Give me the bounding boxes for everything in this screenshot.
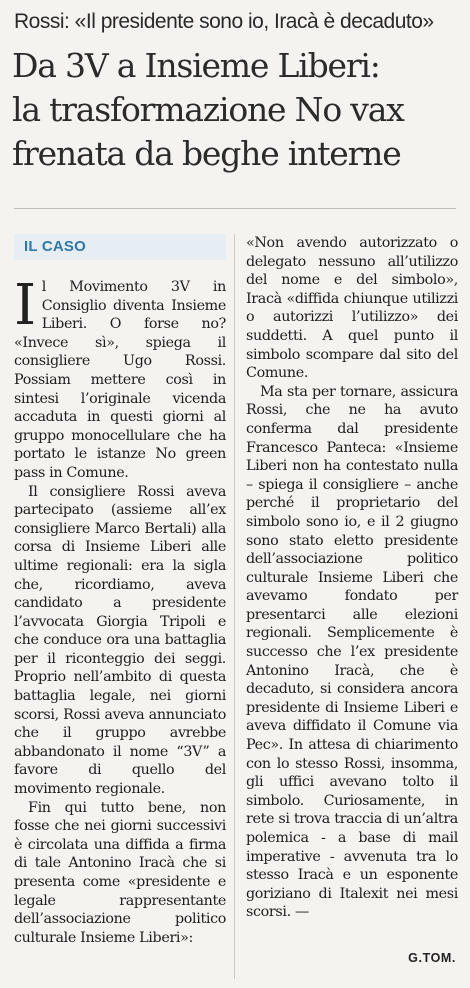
headline: [12, 44, 462, 176]
paragraph-5: Ma sta per tornare, assicura Rossi, che ne ha avuto conferma dal presidente Francesco Panteca: «Insieme Liberi non ha contestato nulla – spiega il consigliere – anche perché il proprietario del simbolo sono io, e il 2 giugno sono stato eletto presidente dell’associazione politico culturale Insieme Liberi che avevamo fondato per presentarci alle elezioni regionali. Semplicemente è successo che l’ex presidente Antonino Iracà, che è decaduto, si considera ancora presidente di Insieme Liberi e aveva diffidato il Comune via Pec». In attesa di chiarimento con lo stesso Rossi, insomma, gli uffici avevano tolto il simbolo. Curiosamente, in rete si trova traccia di un’altra polemica - a base di mail imperative - avvenuta tra lo stesso Iracà e un esponente goriziano di Italexit nei mesi scorsi. —: [246, 383, 458, 921]
paragraph-1: [14, 273, 226, 483]
paragraph-3: Fin qui tutto bene, non fosse che nei giorni successivi è circolata una diffida a firma di tale Antonino Iracà che si presenta come «presidente e legale rappresentante dell’associazione politico culturale Insieme Liberi»:: [14, 799, 226, 946]
paragraph-1-text: l Movimento 3V in Consiglio diventa Insieme Liberi. O forse no? «Invece sì», spiega il consigliere Ugo Rossi. Possiam mettere così in sintesi l’originale vicenda accaduta in questi giorni al gruppo monocellulare che ha portato le istanze No green pass in Comune.: [14, 279, 226, 481]
section-tag: [14, 234, 226, 260]
headline-line-2: la trasformazione No vax: [12, 90, 404, 129]
column-divider: [234, 234, 235, 979]
headline-line-3: frenata da beghe interne: [12, 134, 401, 173]
headline-line-1: Da 3V a Insieme Liberi:: [12, 46, 380, 85]
kicker: Rossi: «Il presidente sono io, Iracà è decaduto»: [14, 10, 434, 33]
article-column-right: [246, 234, 458, 922]
author-signature: G.TOM.: [408, 951, 456, 965]
section-tag-label: IL CASO: [24, 238, 86, 255]
dropcap: I: [14, 273, 36, 338]
paragraph-4: «Non avendo autorizzato o delegato nessuno all’utilizzo del nome e del simbolo», Iracà «diffida chiunque utilizzi o autorizzi l’utilizzo» dei suddetti. A quel punto il simbolo scompare dal sito del Comune.: [246, 235, 458, 382]
header-divider: [14, 208, 456, 209]
article-column-left: [14, 234, 226, 947]
paragraph-2: Il consigliere Rossi aveva partecipato (assieme all’ex consigliere Marco Bertali) alla corsa di Insieme Liberi alle ultime regionali: era la sigla che, ricordiamo, aveva candidato a presidente l’avvocata Giorgia Tripoli e che conduce ora una battaglia per il riconteggio dei seggi. Proprio nell’ambito di questa battaglia legale, nei giorni scorsi, Rossi aveva annunciato che il gruppo avrebbe abbandonato il nome “3V” a favore di quello del movimento regionale.: [14, 483, 226, 798]
